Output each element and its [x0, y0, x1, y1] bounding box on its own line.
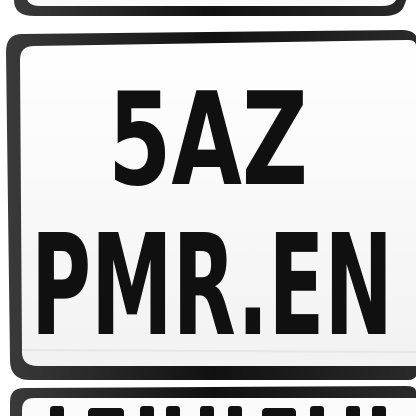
upper-plate [14, 0, 410, 16]
plate-line-2: PMR.EN [31, 205, 393, 368]
plate-line-1: 5AZ [108, 66, 308, 215]
lower-plate [10, 386, 416, 416]
